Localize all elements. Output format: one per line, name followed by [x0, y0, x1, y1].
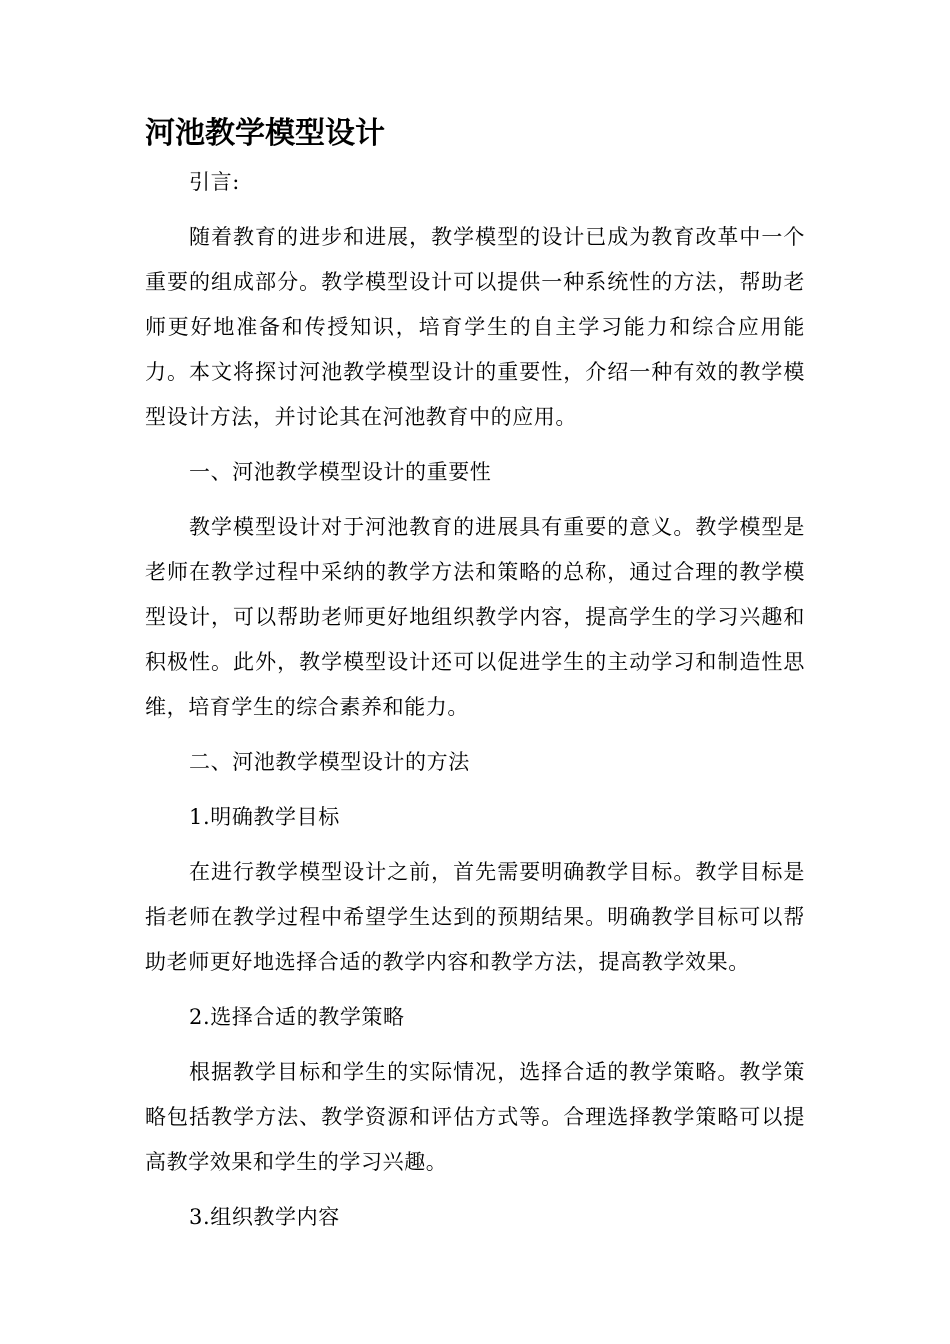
item1-paragraph: 在进行教学模型设计之前，首先需要明确教学目标。教学目标是指老师在教学过程中希望学生达到的预期结果。明确教学目标可以帮助老师更好地选择合适的教学内容和教学方法，提高教学效果。 [145, 860, 805, 974]
document-title: 河池教学模型设计 [145, 116, 385, 151]
item3-heading: 3.组织教学内容 [189, 1205, 340, 1229]
item2-heading: 2.选择合适的教学策略 [189, 1005, 405, 1029]
item1-heading: 1.明确教学目标 [189, 805, 340, 829]
document-body [145, 110, 805, 1250]
intro-label: 引言: [189, 170, 240, 194]
section1-heading: 一、河池教学模型设计的重要性 [189, 460, 492, 484]
intro-paragraph: 随着教育的进步和进展，教学模型的设计已成为教育改革中一个重要的组成部分。教学模型设计可以提供一种系统性的方法，帮助老师更好地准备和传授知识，培育学生的自主学习能力和综合应用能力。本文将探讨河池教学模型设计的重要性，介绍一种有效的教学模型设计方法，并讨论其在河池教育中的应用。 [145, 225, 805, 429]
item2-paragraph: 根据教学目标和学生的实际情况，选择合适的教学策略。教学策略包括教学方法、教学资源和评估方式等。合理选择教学策略可以提高教学效果和学生的学习兴趣。 [145, 1060, 805, 1174]
section2-heading: 二、河池教学模型设计的方法 [189, 750, 470, 774]
section1-paragraph: 教学模型设计对于河池教育的进展具有重要的意义。教学模型是老师在教学过程中采纳的教学方法和策略的总称，通过合理的教学模型设计，可以帮助老师更好地组织教学内容，提高学生的学习兴趣和积极性。此外，教学模型设计还可以促进学生的主动学习和制造性思维，培育学生的综合素养和能力。 [145, 515, 805, 719]
